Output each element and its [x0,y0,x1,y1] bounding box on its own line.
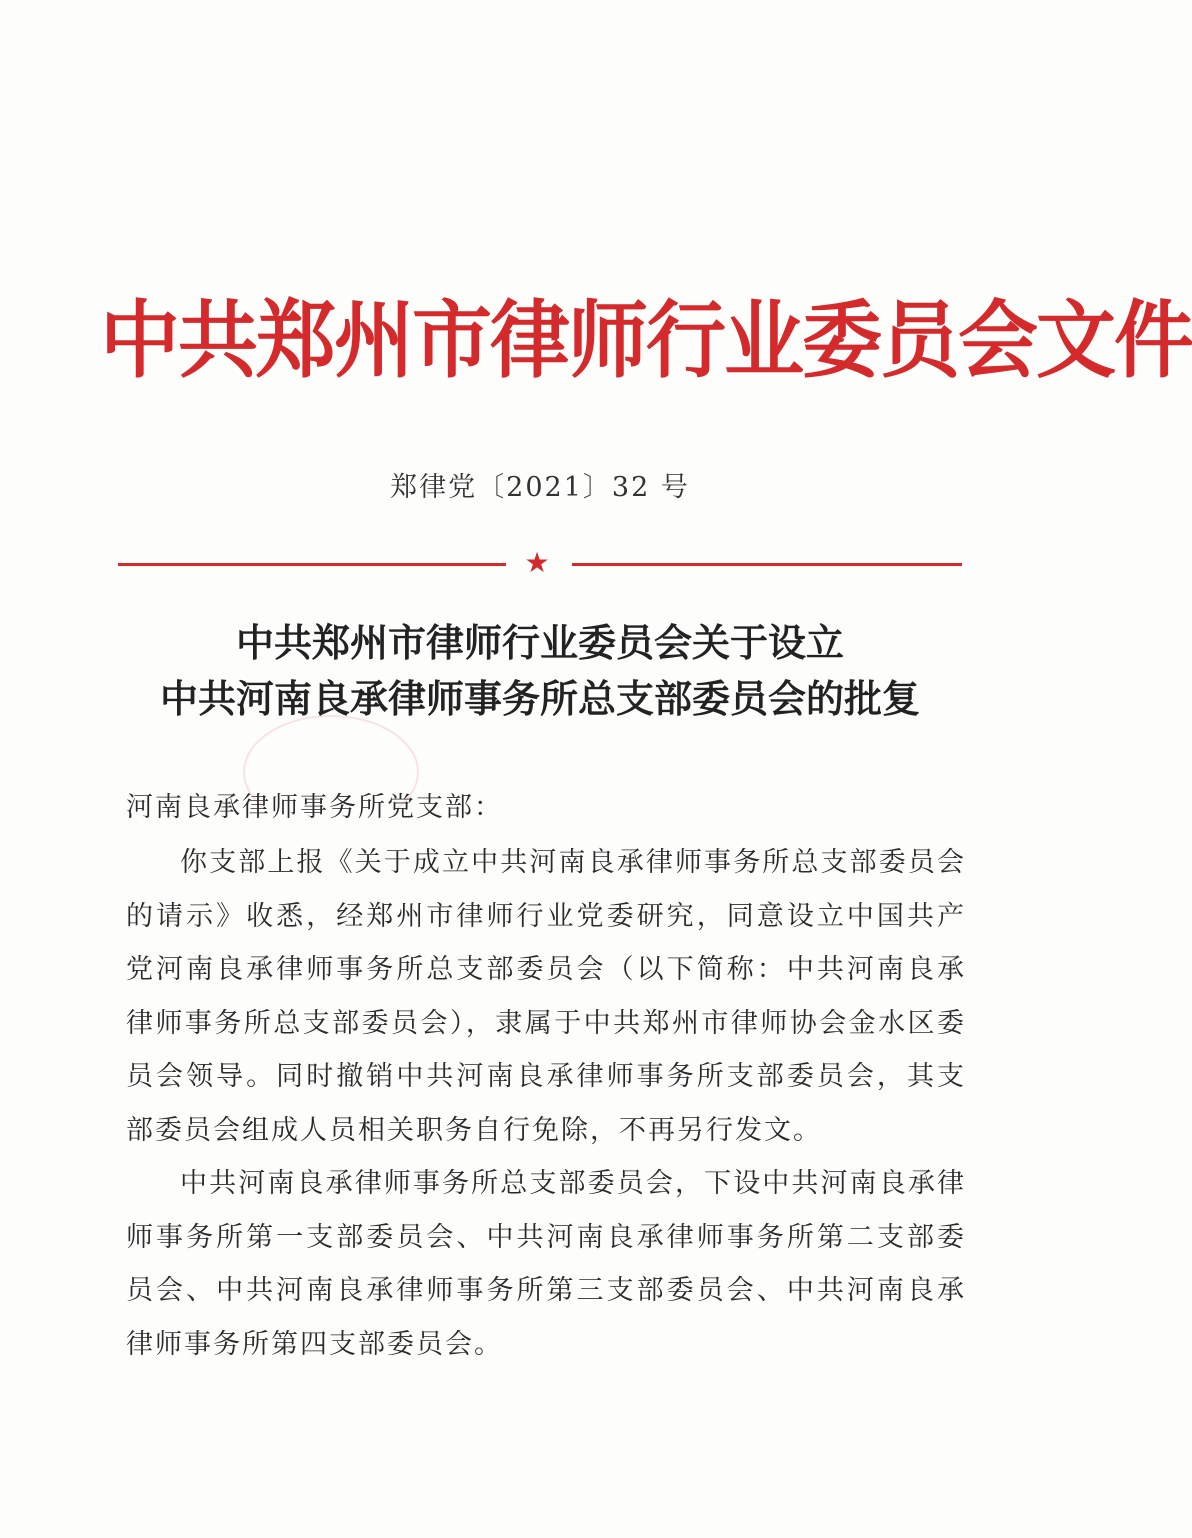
divider-line-right [572,563,962,566]
addressee: 河南良承律师事务所党支部： [126,792,503,823]
document-number: 郑律党〔2021〕32 号 [390,472,690,503]
body-paragraph-1: 你支部上报《关于成立中共河南良承律师事务所总支部委员会的请示》收悉，经郑州市律师行业党委研究，同意设立中国共产党河南良承律师事务所总支部委员会（以下简称：中共河南良承律师事务所总支部委员会），隶属于中共郑州市律师协会金水区委员会领导。同时撤销中共河南良承律师事务所支部委员会，其支部委员会组成人员相关职务自行免除，不再另行发文。 [126,847,966,1146]
document-subject [80,615,1000,727]
star-icon: ★ [524,546,550,579]
divider-line-left [118,563,506,566]
document-header-title: 中共郑州市律师行业委员会文件 [100,290,1192,390]
document-body [126,836,966,1371]
subject-line-2: 中共河南良承律师事务所总支部委员会的批复 [159,676,920,721]
body-paragraph-2: 中共河南良承律师事务所总支部委员会，下设中共河南良承律师事务所第一支部委员会、中共河南良承律师事务所第二支部委员会、中共河南良承律师事务所第三支部委员会、中共河南良承律师事务所第四支部委员会。 [126,1168,966,1360]
red-divider [118,546,962,579]
subject-line-1: 中共郑州市律师行业委员会关于设立 [235,620,844,665]
